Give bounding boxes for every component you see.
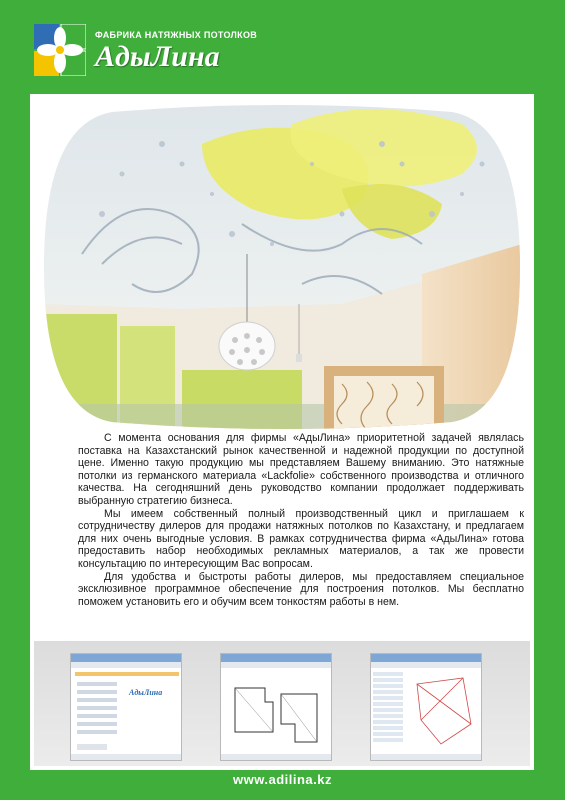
paragraph-software: Для удобства и быстроты работы дилеров, мы предоставляем специальное эксклюзивное программное обеспечение для построения потолков. Мы бесплатно поможем установить его и обучим всем тонкостям работы в нем. (78, 570, 524, 608)
paragraph-dealers: Мы имеем собственный полный производственный цикл и приглашаем к сотрудничеству дилеров для продажи натяжных потолков по Казахстану, и предлагаем для них очень выгодные условия. В рамках сотрудничества фирма «АдыЛина» готова предоставить набор необходимых рекламных материалов, а так же провести консультацию по интересующим Вас вопросам. (78, 507, 524, 570)
content-panel (30, 94, 534, 770)
brand-tagline: ФАБРИКА НАТЯЖНЫХ ПОТОЛКОВ (95, 30, 258, 40)
website-url[interactable]: www.adilina.kz (233, 772, 332, 787)
body-text (78, 432, 524, 608)
software-screenshot-table (370, 653, 482, 761)
brand-name: АдыЛина (95, 40, 220, 73)
flower-logo-icon (34, 24, 86, 76)
software-screenshot-plan (220, 653, 332, 761)
screenshot-logo-text: АдыЛина (129, 688, 163, 697)
screenshots-strip (34, 641, 530, 766)
software-screenshot-form (70, 653, 182, 761)
paragraph-intro: С момента основания для фирмы «АдыЛина» приоритетной задачей являлась поставка на Казахстанский рынок качественной и надежной продукции по доступной цене. Именно такую продукцию мы представляем Вашему вниманию. Это натяжные потолки из германского материала «Lackfolie» собственного производства и отличного качества. На сегодняшний день руководство компании продолжает поддерживать выбранную стратегию бизнеса. (78, 432, 524, 507)
stretch-ceiling-photo (42, 104, 522, 430)
header (0, 0, 565, 92)
